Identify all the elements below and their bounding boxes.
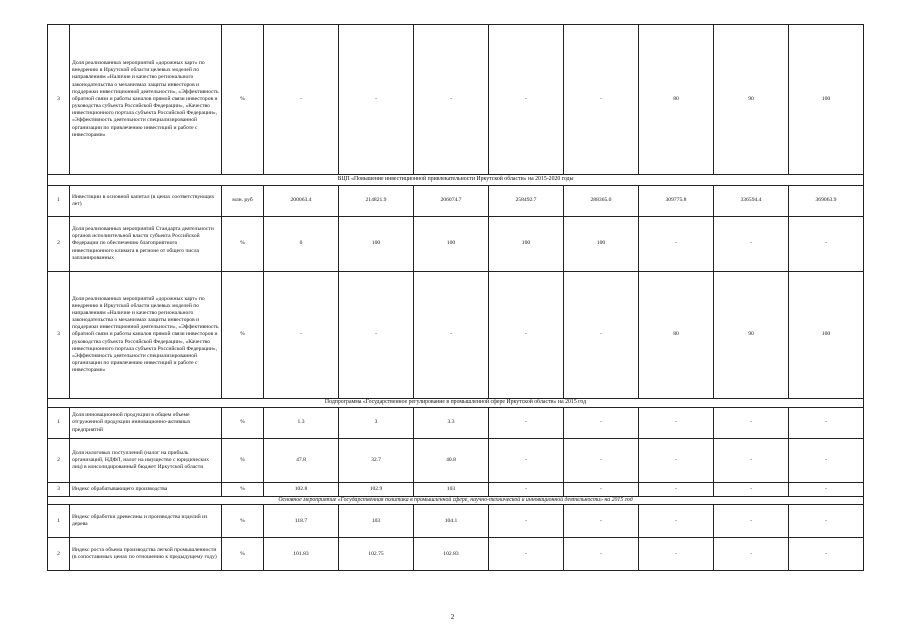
value-cell: 0 xyxy=(264,217,339,272)
indicator-name-cell: Доля реализованных мероприятий «дорожных карт» по внедрению в Иркутской области целевых моделей по направлениям «Наличие и качество регионального законодательства о механизмах защиты инвесторов и поддержки инвестиционной деятельности», «Эффективность обратной связи и работы каналов прямой связи инвесторов и руководства субъекта Российской Федерации», «Качество инвестиционного портала субъекта Российской Федерации», «Эффективность деятельности специализированной организации по привлечению инвестиций и работе с инвесторами» xyxy=(70,272,222,399)
indicators-table xyxy=(47,24,864,571)
section-title: ВЦП «Повышение инвестиционной привлекательности Иркутской области» на 2015-2020 годы xyxy=(48,175,864,186)
value-cell: - xyxy=(789,439,864,483)
value-cell: - xyxy=(339,272,414,399)
section-header-row xyxy=(48,399,864,408)
indicator-name-cell: Доля инновационной продукции в общем объеме отгруженной продукции инновационно-активных предприятий xyxy=(70,408,222,439)
value-cell: - xyxy=(714,538,789,571)
value-cell: 102.8 xyxy=(264,483,339,497)
value-cell: 32.7 xyxy=(339,439,414,483)
value-cell: - xyxy=(714,408,789,439)
value-cell: 118.7 xyxy=(264,505,339,538)
value-cell: 102.9 xyxy=(339,483,414,497)
value-cell: 104.1 xyxy=(414,505,489,538)
value-cell: - xyxy=(639,408,714,439)
unit-cell: % xyxy=(222,505,264,538)
value-cell: 80 xyxy=(639,272,714,399)
unit-cell: % xyxy=(222,272,264,399)
value-cell: - xyxy=(639,538,714,571)
value-cell: - xyxy=(489,538,564,571)
value-cell: 103 xyxy=(414,483,489,497)
value-cell: 369063.9 xyxy=(789,186,864,217)
value-cell: 90 xyxy=(714,25,789,175)
indicator-name-cell: Индекс обработки древесины и производства изделий из дерева xyxy=(70,505,222,538)
value-cell: - xyxy=(564,538,639,571)
value-cell: - xyxy=(564,439,639,483)
row-number-cell: 1 xyxy=(48,505,70,538)
row-number-cell: 1 xyxy=(48,408,70,439)
value-cell: - xyxy=(789,408,864,439)
value-cell: 100 xyxy=(564,217,639,272)
row-number-cell: 2 xyxy=(48,538,70,571)
value-cell: 102.83 xyxy=(414,538,489,571)
value-cell: - xyxy=(639,505,714,538)
value-cell: 336594.4 xyxy=(714,186,789,217)
value-cell: - xyxy=(489,505,564,538)
value-cell: 103 xyxy=(339,505,414,538)
indicator-name-cell: Инвестиции в основной капитал (в ценах соответствующих лет) xyxy=(70,186,222,217)
table-row xyxy=(48,439,864,483)
value-cell: 80 xyxy=(639,25,714,175)
value-cell: - xyxy=(714,439,789,483)
page-number: 2 xyxy=(450,613,455,621)
indicator-name-cell: Индекс роста объема производства легкой промышленности (в сопоставимых ценах по отношению к предыдущему году) xyxy=(70,538,222,571)
value-cell: - xyxy=(564,505,639,538)
table-body xyxy=(48,25,864,571)
indicator-name-cell: Доля реализованных мероприятий «дорожных карт» по внедрению в Иркутской области целевых моделей по направлениям «Наличие и качество регионального законодательства о механизмах защиты инвесторов и поддержки инвестиционной деятельности», «Эффективность обратной связи и работы каналов прямой связи инвесторов и руководства субъекта Российской Федерации», «Качество инвестиционного портала субъекта Российской Федерации», «Эффективность деятельности специализированной организации по привлечению инвестиций и работе с инвесторами» xyxy=(70,25,222,175)
unit-cell: % xyxy=(222,408,264,439)
row-number-cell: 3 xyxy=(48,272,70,399)
row-number-cell: 3 xyxy=(48,25,70,175)
table-row xyxy=(48,505,864,538)
value-cell: - xyxy=(489,408,564,439)
value-cell: 100 xyxy=(339,217,414,272)
indicator-name-cell: Доля налоговых поступлений (налог на прибыль организаций, НДФЛ, налог на имущество с юридических лиц) в консолидированный бюджет Иркутской области xyxy=(70,439,222,483)
value-cell: - xyxy=(789,483,864,497)
value-cell: - xyxy=(639,483,714,497)
value-cell: 3 xyxy=(339,408,414,439)
row-number-cell: 2 xyxy=(48,439,70,483)
value-cell: 40.8 xyxy=(414,439,489,483)
table-row xyxy=(48,272,864,399)
value-cell: - xyxy=(714,505,789,538)
value-cell: - xyxy=(489,25,564,175)
table-row xyxy=(48,186,864,217)
value-cell: 206074.7 xyxy=(414,186,489,217)
value-cell: - xyxy=(789,217,864,272)
value-cell: - xyxy=(489,483,564,497)
value-cell: 102.75 xyxy=(339,538,414,571)
value-cell: - xyxy=(714,217,789,272)
value-cell: 258492.7 xyxy=(489,186,564,217)
table-row xyxy=(48,25,864,175)
value-cell: - xyxy=(414,25,489,175)
unit-cell: млн. руб xyxy=(222,186,264,217)
value-cell: - xyxy=(789,538,864,571)
value-cell: 200063.4 xyxy=(264,186,339,217)
value-cell: 47.8 xyxy=(264,439,339,483)
value-cell: 1.3 xyxy=(264,408,339,439)
row-number-cell: 2 xyxy=(48,217,70,272)
row-number-cell: 1 xyxy=(48,186,70,217)
unit-cell: % xyxy=(222,25,264,175)
value-cell: - xyxy=(564,408,639,439)
table-row xyxy=(48,408,864,439)
value-cell: - xyxy=(639,439,714,483)
value-cell: - xyxy=(489,272,564,399)
value-cell: - xyxy=(639,217,714,272)
unit-cell: % xyxy=(222,439,264,483)
value-cell: - xyxy=(264,272,339,399)
value-cell: 100 xyxy=(489,217,564,272)
section-title: Подпрограмма «Государственное регулирование в промышленной сфере Иркутской области» на 2015 год xyxy=(48,399,864,408)
section-header-row xyxy=(48,497,864,505)
value-cell: - xyxy=(564,25,639,175)
section-title: Основное мероприятие «Государственная политика в промышленной сфере, научно-технической и инновационной деятельности» на 2015 год xyxy=(48,497,864,505)
indicator-name-cell: Доля реализованных мероприятий Стандарта деятельности органов исполнительной власти субъекта Российской Федерации по обеспечению благоприятного инвестиционного климата в регионе от общего числа запланированных xyxy=(70,217,222,272)
table-row xyxy=(48,538,864,571)
value-cell: 288365.0 xyxy=(564,186,639,217)
row-number-cell: 3 xyxy=(48,483,70,497)
indicator-name-cell: Индекс обрабатывающего производства xyxy=(70,483,222,497)
table-row xyxy=(48,217,864,272)
value-cell: - xyxy=(564,272,639,399)
table-row xyxy=(48,483,864,497)
value-cell: - xyxy=(339,25,414,175)
value-cell: 100 xyxy=(789,272,864,399)
unit-cell: % xyxy=(222,538,264,571)
value-cell: - xyxy=(489,439,564,483)
value-cell: - xyxy=(264,25,339,175)
value-cell: - xyxy=(564,483,639,497)
value-cell: 101.83 xyxy=(264,538,339,571)
unit-cell: % xyxy=(222,483,264,497)
value-cell: 90 xyxy=(714,272,789,399)
value-cell: 309775.8 xyxy=(639,186,714,217)
value-cell: 3.3 xyxy=(414,408,489,439)
value-cell: 100 xyxy=(414,217,489,272)
value-cell: 100 xyxy=(789,25,864,175)
unit-cell: % xyxy=(222,217,264,272)
value-cell: - xyxy=(414,272,489,399)
section-header-row xyxy=(48,175,864,186)
value-cell: - xyxy=(789,505,864,538)
value-cell: - xyxy=(714,483,789,497)
value-cell: 214821.9 xyxy=(339,186,414,217)
